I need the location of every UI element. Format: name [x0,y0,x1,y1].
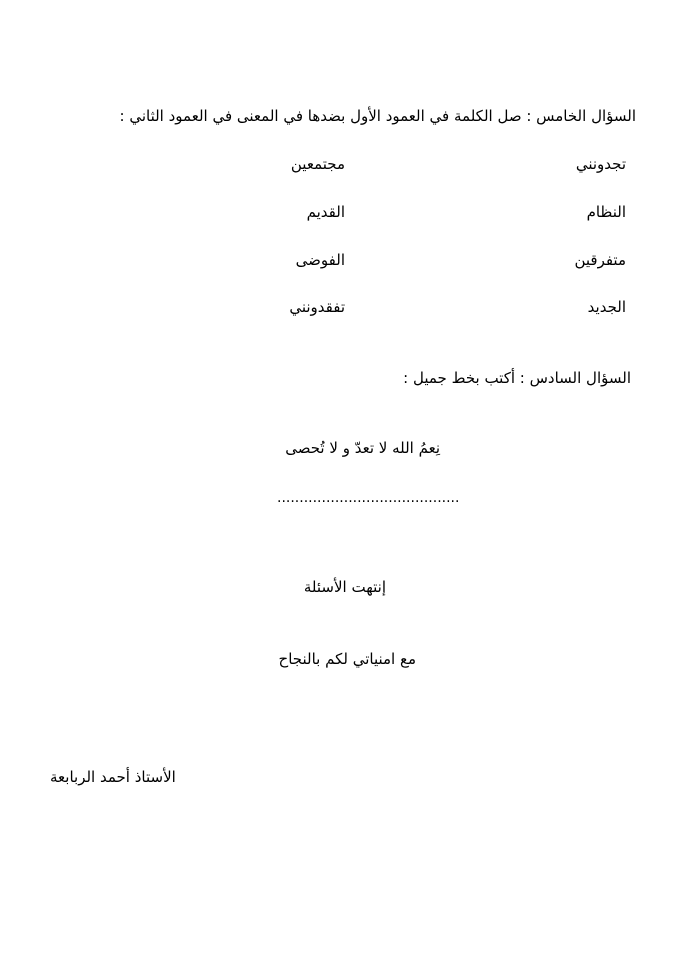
column-2-word: مجتمعين [290,155,345,173]
matching-row [0,250,678,272]
column-1-word: الجديد [587,298,626,316]
column-2-word: تفقدونني [289,298,345,316]
matching-row [0,154,678,176]
question-5-title: السؤال الخامس : صل الكلمة في العمود الأول بضدها في المعنى في العمود الثاني : [119,107,636,125]
column-1-word: متفرقين [574,251,626,269]
column-2-word: القديم [306,203,345,221]
column-1-word: تجدونني [575,155,626,173]
matching-row [0,297,678,319]
good-luck-wishes: مع امنياتي لكم بالنجاح [278,650,416,668]
question-6-title: السؤال السادس : أكتب بخط جميل : [403,369,631,387]
handwriting-phrase: نِعمُ الله لا تعدّ و لا تُحصى [285,439,440,457]
teacher-signature: الأستاذ أحمد الربابعة [50,768,176,786]
answer-line: ......................................... [277,490,460,506]
matching-row [0,202,678,224]
column-2-word: الفوضى [295,251,345,269]
column-1-word: النظام [586,203,626,221]
end-of-questions-note: إنتهت الأسئلة [303,578,386,596]
